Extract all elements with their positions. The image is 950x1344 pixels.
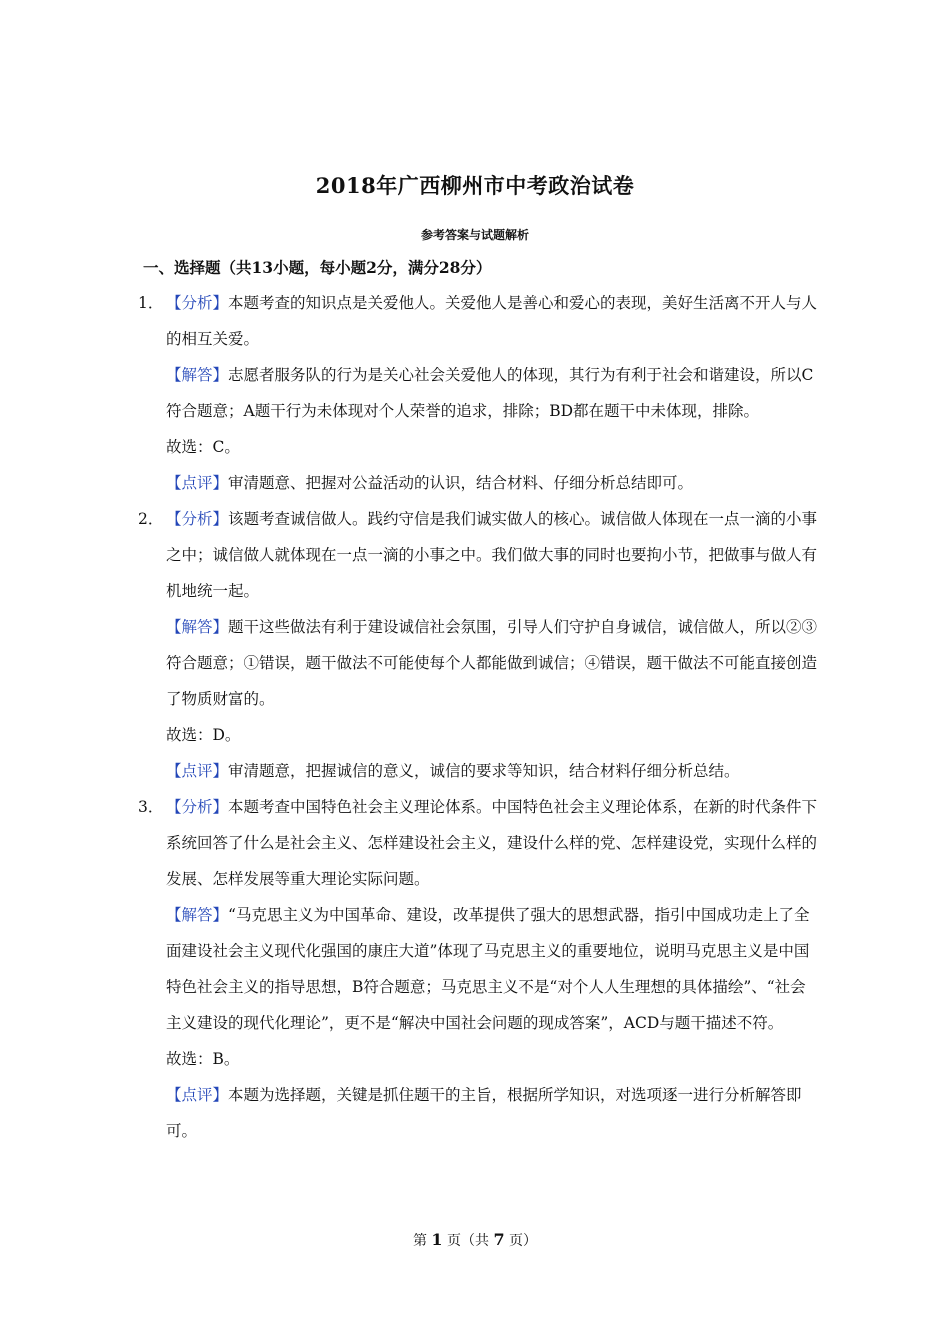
analysis-text: 本题考查中国特色社会主义理论体系。中国特色社会主义理论体系，在新的时代条件下系统回答了什么是社会主义、怎样建设社会主义，建设什么样的党、怎样建设党，实现什么样的发展、怎样发展等重大理论实际问题。	[166, 798, 818, 888]
analysis-tag: 【分析】	[166, 294, 229, 312]
question-number: 1．	[138, 294, 164, 312]
page-total: 7	[493, 1230, 505, 1249]
comment-paragraph	[166, 1077, 818, 1149]
question-3	[138, 789, 818, 1149]
analysis-tag: 【分析】	[166, 510, 229, 528]
answer-text: “马克思主义为中国革命、建设，改革提供了强大的思想武器，指引中国成功走上了全面建设社会主义现代化强国的康庄大道”体现了马克思主义的重要地位，说明马克思主义是中国特色社会主义的指导思想，B符合题意；马克思主义不是“对个人人生理想的具体描绘”、“社会主义建设的现代化理论”，更不是“解决中国社会问题的现成答案”，ACD与题干描述不符。	[166, 906, 810, 1032]
analysis-text: 本题考查的知识点是关爱他人。关爱他人是善心和爱心的表现，美好生活离不开人与人的相互关爱。	[166, 294, 818, 348]
comment-paragraph	[166, 753, 818, 789]
question-2	[138, 501, 818, 789]
choice-line: 故选：C。	[166, 438, 240, 456]
question-number: 2．	[138, 510, 164, 528]
answer-paragraph	[166, 357, 818, 429]
analysis-paragraph	[166, 501, 818, 609]
comment-tag: 【点评】	[166, 762, 229, 780]
answer-tag: 【解答】	[166, 906, 229, 924]
answer-text: 志愿者服务队的行为是关心社会关爱他人的体现，其行为有利于社会和谐建设，所以C符合题意；A题干行为未体现对个人荣誉的追求，排除；BD都在题干中未体现，排除。	[166, 366, 814, 420]
comment-text: 本题为选择题，关键是抓住题干的主旨，根据所学知识，对选项逐一进行分析解答即可。	[166, 1086, 802, 1140]
page-title: 2018年广西柳州市中考政治试卷	[315, 173, 635, 198]
footer-suffix: 页）	[504, 1233, 538, 1249]
analysis-paragraph	[166, 789, 818, 897]
comment-text: 审清题意，把握诚信的意义，诚信的要求等知识，结合材料仔细分析总结。	[228, 762, 740, 780]
analysis-text: 该题考查诚信做人。践约守信是我们诚实做人的核心。诚信做人体现在一点一滴的小事之中；诚信做人就体现在一点一滴的小事之中。我们做大事的同时也要拘小节，把做事与做人有机地统一起。	[166, 510, 818, 600]
footer-mid: 页（共	[442, 1233, 494, 1249]
analysis-tag: 【分析】	[166, 798, 229, 816]
answer-tag: 【解答】	[166, 366, 229, 384]
choice-line: 故选：D。	[166, 726, 241, 744]
comment-tag: 【点评】	[166, 474, 229, 492]
answer-tag: 【解答】	[166, 618, 229, 636]
question-1	[138, 285, 818, 501]
comment-paragraph	[166, 465, 818, 501]
page-footer	[0, 1230, 950, 1250]
page-number: 1	[431, 1230, 443, 1249]
comment-text: 审清题意、把握对公益活动的认识，结合材料、仔细分析总结即可。	[228, 474, 694, 492]
question-number: 3．	[138, 798, 164, 816]
answer-paragraph	[166, 897, 818, 1041]
comment-tag: 【点评】	[166, 1086, 229, 1104]
answer-paragraph	[166, 609, 818, 717]
analysis-paragraph	[166, 285, 818, 357]
choice-line: 故选：B。	[166, 1050, 240, 1068]
answer-body	[138, 285, 818, 1149]
section-heading: 一、选择题（共13小题，每小题2分，满分28分）	[143, 258, 492, 277]
footer-prefix: 第	[412, 1233, 432, 1249]
answer-text: 题干这些做法有利于建设诚信社会氛围，引导人们守护自身诚信，诚信做人，所以②③符合题意；①错误，题干做法不可能使每个人都能做到诚信；④错误，题干做法不可能直接创造了物质财富的。	[166, 618, 818, 708]
page-subtitle: 参考答案与试题解析	[420, 228, 529, 242]
